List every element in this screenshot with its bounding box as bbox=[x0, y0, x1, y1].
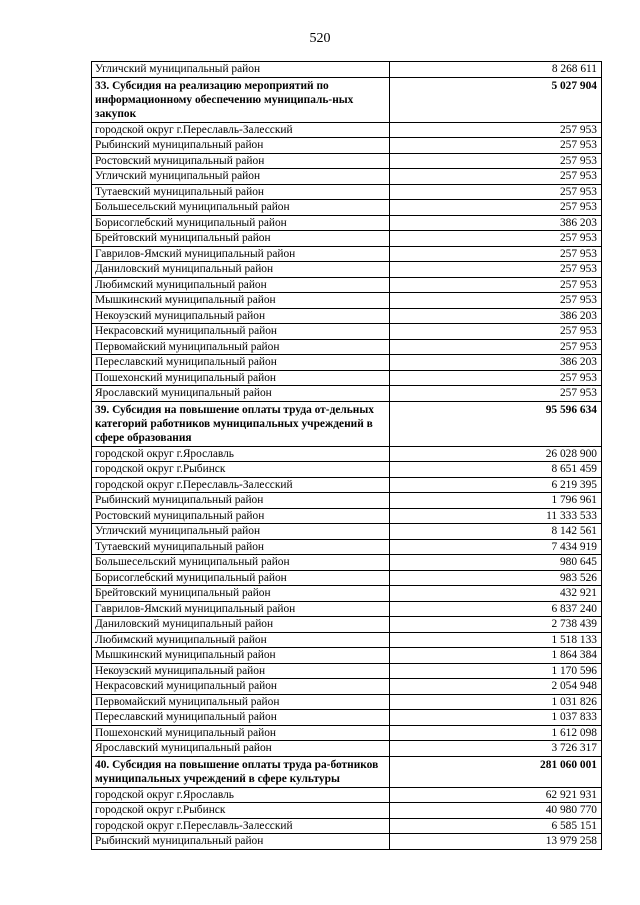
section-row bbox=[92, 401, 602, 446]
amount: 257 953 bbox=[390, 370, 602, 386]
amount: 386 203 bbox=[390, 308, 602, 324]
subsidy-table bbox=[91, 61, 602, 850]
table-row bbox=[92, 477, 602, 493]
amount: 8 142 561 bbox=[390, 524, 602, 540]
recipient-name: Угличский муниципальный район bbox=[92, 169, 390, 185]
recipient-name: Рыбинский муниципальный район bbox=[92, 138, 390, 154]
amount: 257 953 bbox=[390, 200, 602, 216]
table-row bbox=[92, 446, 602, 462]
section-row bbox=[92, 756, 602, 787]
table-row bbox=[92, 617, 602, 633]
amount: 257 953 bbox=[390, 153, 602, 169]
amount: 1 518 133 bbox=[390, 632, 602, 648]
table-row bbox=[92, 555, 602, 571]
amount: 26 028 900 bbox=[390, 446, 602, 462]
table-row bbox=[92, 308, 602, 324]
recipient-name: Переславский муниципальный район bbox=[92, 355, 390, 371]
recipient-name: Рыбинский муниципальный район bbox=[92, 493, 390, 509]
table-row bbox=[92, 169, 602, 185]
amount: 6 219 395 bbox=[390, 477, 602, 493]
recipient-name: Некрасовский муниципальный район bbox=[92, 324, 390, 340]
recipient-name: Большесельский муниципальный район bbox=[92, 200, 390, 216]
recipient-name: городской округ г.Ярославль bbox=[92, 446, 390, 462]
amount: 11 333 533 bbox=[390, 508, 602, 524]
amount: 40 980 770 bbox=[390, 803, 602, 819]
amount: 257 953 bbox=[390, 386, 602, 402]
table-row bbox=[92, 570, 602, 586]
table-row bbox=[92, 679, 602, 695]
table-row bbox=[92, 539, 602, 555]
recipient-name: Тутаевский муниципальный район bbox=[92, 184, 390, 200]
amount: 257 953 bbox=[390, 262, 602, 278]
amount: 8 651 459 bbox=[390, 462, 602, 478]
recipient-name: Гаврилов-Ямский муниципальный район bbox=[92, 601, 390, 617]
table-row bbox=[92, 508, 602, 524]
recipient-name: Ярославский муниципальный район bbox=[92, 741, 390, 757]
table-row bbox=[92, 200, 602, 216]
amount: 2 738 439 bbox=[390, 617, 602, 633]
recipient-name: Пошехонский муниципальный район bbox=[92, 370, 390, 386]
table-row bbox=[92, 803, 602, 819]
recipient-name: Ростовский муниципальный район bbox=[92, 508, 390, 524]
section-total: 5 027 904 bbox=[390, 77, 602, 122]
amount: 6 585 151 bbox=[390, 818, 602, 834]
recipient-name: Борисоглебский муниципальный район bbox=[92, 570, 390, 586]
table-row bbox=[92, 741, 602, 757]
recipient-name: Рыбинский муниципальный район bbox=[92, 834, 390, 850]
amount: 1 031 826 bbox=[390, 694, 602, 710]
table-row bbox=[92, 586, 602, 602]
section-row bbox=[92, 77, 602, 122]
recipient-name: Угличский муниципальный район bbox=[92, 62, 390, 78]
recipient-name: городской округ г.Переславль-Залесский bbox=[92, 122, 390, 138]
table-row bbox=[92, 62, 602, 78]
amount: 8 268 611 bbox=[390, 62, 602, 78]
table-row bbox=[92, 601, 602, 617]
amount: 257 953 bbox=[390, 231, 602, 247]
table-row bbox=[92, 293, 602, 309]
amount: 257 953 bbox=[390, 339, 602, 355]
subsidy-table-body bbox=[92, 62, 602, 850]
table-row bbox=[92, 277, 602, 293]
section-title: 40. Субсидия на повышение оплаты труда ра-ботников муниципальных учреждений в сфере культуры bbox=[92, 756, 390, 787]
section-total: 95 596 634 bbox=[390, 401, 602, 446]
section-title: 39. Субсидия на повышение оплаты труда от-дельных категорий работников муниципальных учреждений в сфере образования bbox=[92, 401, 390, 446]
recipient-name: Любимский муниципальный район bbox=[92, 277, 390, 293]
recipient-name: городской округ г.Рыбинск bbox=[92, 462, 390, 478]
table-row bbox=[92, 246, 602, 262]
table-row bbox=[92, 493, 602, 509]
amount: 6 837 240 bbox=[390, 601, 602, 617]
recipient-name: Любимский муниципальный район bbox=[92, 632, 390, 648]
recipient-name: городской округ г.Переславль-Залесский bbox=[92, 477, 390, 493]
recipient-name: Некоузский муниципальный район bbox=[92, 663, 390, 679]
recipient-name: Брейтовский муниципальный район bbox=[92, 231, 390, 247]
recipient-name: Большесельский муниципальный район bbox=[92, 555, 390, 571]
table-row bbox=[92, 122, 602, 138]
amount: 257 953 bbox=[390, 246, 602, 262]
amount: 257 953 bbox=[390, 122, 602, 138]
recipient-name: Угличский муниципальный район bbox=[92, 524, 390, 540]
recipient-name: Переславский муниципальный район bbox=[92, 710, 390, 726]
amount: 983 526 bbox=[390, 570, 602, 586]
table-row bbox=[92, 710, 602, 726]
recipient-name: Первомайский муниципальный район bbox=[92, 694, 390, 710]
section-total: 281 060 001 bbox=[390, 756, 602, 787]
amount: 257 953 bbox=[390, 293, 602, 309]
recipient-name: Гаврилов-Ямский муниципальный район bbox=[92, 246, 390, 262]
recipient-name: Даниловский муниципальный район bbox=[92, 617, 390, 633]
amount: 3 726 317 bbox=[390, 741, 602, 757]
amount: 257 953 bbox=[390, 184, 602, 200]
recipient-name: Пошехонский муниципальный район bbox=[92, 725, 390, 741]
section-title: 33. Субсидия на реализацию мероприятий по информационному обеспечению муниципаль-ных закупок bbox=[92, 77, 390, 122]
amount: 1 864 384 bbox=[390, 648, 602, 664]
amount: 386 203 bbox=[390, 355, 602, 371]
table-row bbox=[92, 648, 602, 664]
recipient-name: городской округ г.Ярославль bbox=[92, 787, 390, 803]
table-row bbox=[92, 215, 602, 231]
table-row bbox=[92, 231, 602, 247]
recipient-name: городской округ г.Рыбинск bbox=[92, 803, 390, 819]
amount: 386 203 bbox=[390, 215, 602, 231]
recipient-name: Даниловский муниципальный район bbox=[92, 262, 390, 278]
amount: 62 921 931 bbox=[390, 787, 602, 803]
amount: 13 979 258 bbox=[390, 834, 602, 850]
table-row bbox=[92, 818, 602, 834]
recipient-name: Ростовский муниципальный район bbox=[92, 153, 390, 169]
amount: 257 953 bbox=[390, 169, 602, 185]
table-row bbox=[92, 153, 602, 169]
amount: 980 645 bbox=[390, 555, 602, 571]
table-row bbox=[92, 834, 602, 850]
recipient-name: Ярославский муниципальный район bbox=[92, 386, 390, 402]
amount: 1 612 098 bbox=[390, 725, 602, 741]
table-row bbox=[92, 370, 602, 386]
amount: 1 170 596 bbox=[390, 663, 602, 679]
recipient-name: Борисоглебский муниципальный район bbox=[92, 215, 390, 231]
recipient-name: Некрасовский муниципальный район bbox=[92, 679, 390, 695]
recipient-name: Мышкинский муниципальный район bbox=[92, 648, 390, 664]
amount: 257 953 bbox=[390, 277, 602, 293]
table-row bbox=[92, 339, 602, 355]
table-row bbox=[92, 632, 602, 648]
page-number: 520 bbox=[309, 31, 331, 46]
recipient-name: Мышкинский муниципальный район bbox=[92, 293, 390, 309]
amount: 1 037 833 bbox=[390, 710, 602, 726]
amount: 7 434 919 bbox=[390, 539, 602, 555]
table-row bbox=[92, 694, 602, 710]
recipient-name: городской округ г.Переславль-Залесский bbox=[92, 818, 390, 834]
recipient-name: Некоузский муниципальный район bbox=[92, 308, 390, 324]
amount: 257 953 bbox=[390, 324, 602, 340]
recipient-name: Первомайский муниципальный район bbox=[92, 339, 390, 355]
table-row bbox=[92, 355, 602, 371]
amount: 257 953 bbox=[390, 138, 602, 154]
table-row bbox=[92, 462, 602, 478]
table-row bbox=[92, 262, 602, 278]
table-row bbox=[92, 138, 602, 154]
recipient-name: Брейтовский муниципальный район bbox=[92, 586, 390, 602]
recipient-name: Тутаевский муниципальный район bbox=[92, 539, 390, 555]
amount: 1 796 961 bbox=[390, 493, 602, 509]
table-row bbox=[92, 524, 602, 540]
amount: 2 054 948 bbox=[390, 679, 602, 695]
table-row bbox=[92, 324, 602, 340]
amount: 432 921 bbox=[390, 586, 602, 602]
table-row bbox=[92, 725, 602, 741]
table-row bbox=[92, 663, 602, 679]
table-row bbox=[92, 386, 602, 402]
table-row bbox=[92, 184, 602, 200]
table-row bbox=[92, 787, 602, 803]
